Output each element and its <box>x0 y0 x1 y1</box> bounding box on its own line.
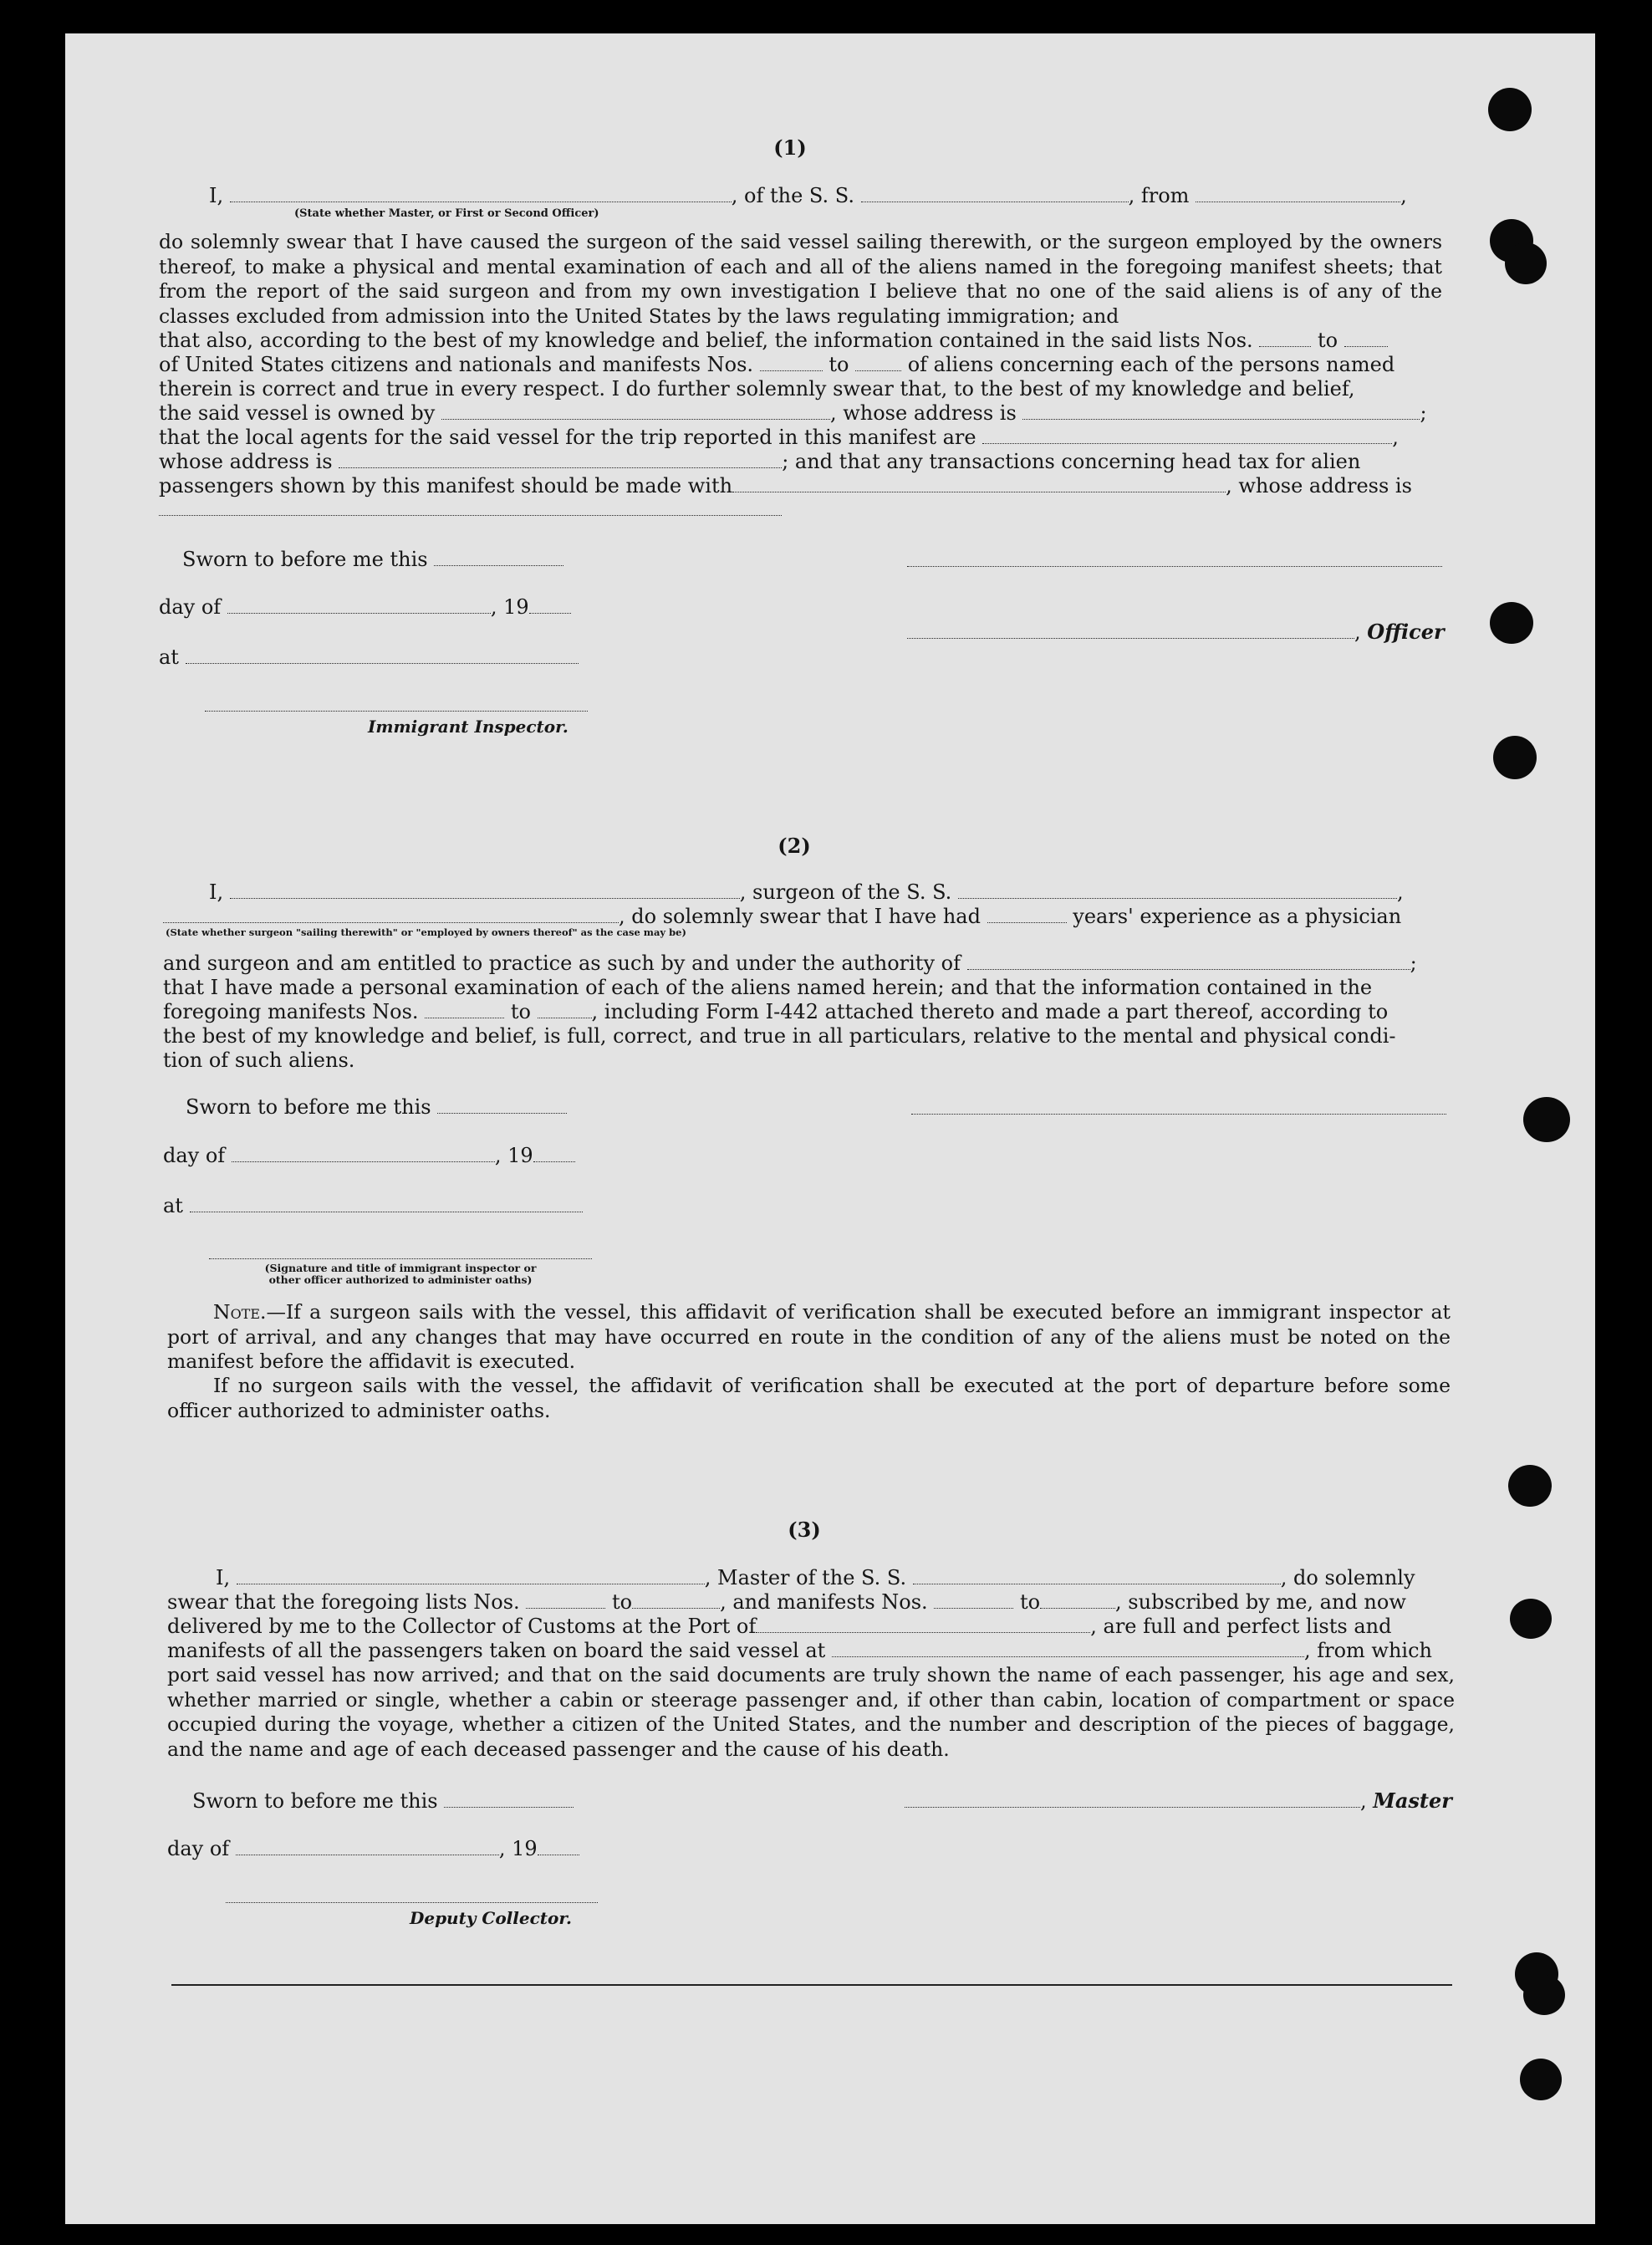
s1-at: at <box>159 645 579 669</box>
s1-line-headtax: passengers shown by this manifest should be made with , whose address is <box>159 474 1412 497</box>
s1-day-field[interactable] <box>227 596 491 614</box>
s1-line-owned: the said vessel is owned by , whose address is ; <box>159 401 1427 425</box>
s2-line1: I, , surgeon of the S. S. , <box>209 880 1404 904</box>
s1-agents-address-field[interactable] <box>339 451 782 468</box>
s3-paragraph: port said vessel has now arrived; and that on the said documents are truly shown the name of each passenger, his age and sex, whether married or single, whether a cabin or steerage passenger and, if other than cabin, location of compartment or space occupied during the voyage, whether a citizen of the United States, and the number and description of the pieces of baggage, and the name and age of each deceased passenger and the cause of his death. <box>167 1663 1455 1761</box>
s2-day-of: day of , 19 <box>163 1144 575 1167</box>
s1-sworn: Sworn to before me this <box>182 548 563 571</box>
s2-manifests-to-field[interactable] <box>538 1001 592 1018</box>
s1-paragraph-a: do solemnly swear that I have caused the surgeon of the said vessel sailing therewith, or the surgeon employed by the owners thereof, to make a physical and mental examination of each and all of the aliens named in the foregoing manifest sheets; that from the report of the said surgeon and from my own investigation I believe that no one of the said aliens is of any of the classes excluded from admission into the United States by the laws regulating immigration; and <box>159 230 1442 328</box>
s3-deputy-label: Deputy Collector. <box>410 1908 573 1928</box>
s3-port-field[interactable] <box>756 1615 1090 1633</box>
punch-hole <box>1505 242 1547 284</box>
s2-line7: tion of such aliens. <box>163 1049 355 1072</box>
s1-at-field[interactable] <box>186 646 579 664</box>
s2-note-label: Note. <box>213 1300 267 1324</box>
punch-hole <box>1520 2059 1562 2100</box>
s2-line3: and surgeon and am entitled to practice as such by and under the authority of ; <box>163 952 1417 975</box>
s2-at: at <box>163 1194 583 1217</box>
s3-lists-to-field[interactable] <box>632 1591 720 1609</box>
s3-master-field[interactable] <box>905 1790 1360 1808</box>
s1-manifests-from-field[interactable] <box>760 354 823 371</box>
s2-status-field[interactable] <box>163 906 619 923</box>
s1-line-therein: therein is correct and true in every respect. I do further solemnly swear that, to the best of my knowledge and belief, <box>159 377 1355 401</box>
punch-hole <box>1508 1465 1552 1507</box>
s2-authority-field[interactable] <box>967 952 1410 970</box>
s3-master: , Master <box>905 1789 1452 1813</box>
s1-lists-to-field[interactable] <box>1344 329 1388 347</box>
s1-sworn-date-field[interactable] <box>434 548 563 566</box>
section-1-heading: (1) <box>773 135 807 160</box>
punch-hole <box>1523 1975 1565 2015</box>
s2-note-2: If no surgeon sails with the vessel, the affidavit of verification shall be executed at the port of departure before some officer authorized to administer oaths. <box>167 1374 1451 1422</box>
s1-agents-field[interactable] <box>982 426 1392 444</box>
s3-line3: delivered by me to the Collector of Customs at the Port of , are full and perfect lists and <box>167 1615 1392 1638</box>
s3-line2: swear that the foregoing lists Nos. to , and manifests Nos. to , subscribed by me, and now <box>167 1590 1406 1614</box>
s1-label-i: I, <box>209 184 224 207</box>
s1-owner-field[interactable] <box>441 402 830 420</box>
bottom-rule <box>171 1984 1452 1986</box>
s2-signature-caption: (Signature and title of immigrant inspector or other officer authorized to administer oaths) <box>264 1262 537 1286</box>
s2-name-field[interactable] <box>230 881 740 899</box>
punch-hole <box>1488 88 1532 131</box>
s3-manifests-to-field[interactable] <box>1040 1591 1115 1609</box>
s1-headtax-address-field[interactable] <box>159 515 782 516</box>
section-2-heading: (2) <box>778 834 811 858</box>
s1-manifests-to-field[interactable] <box>855 354 901 371</box>
section-3-heading: (3) <box>788 1518 821 1542</box>
s3-sworn: Sworn to before me this <box>192 1789 574 1813</box>
s1-officer-field[interactable] <box>907 621 1354 639</box>
punch-hole <box>1493 736 1537 779</box>
s1-headtax-field[interactable] <box>732 475 1226 492</box>
s2-day-field[interactable] <box>232 1145 495 1162</box>
s1-day-of: day of , 19 <box>159 595 571 619</box>
s2-signature-inspector-line[interactable] <box>209 1258 592 1259</box>
s1-label-ss: , of the S. S. <box>731 184 854 207</box>
s2-years-field[interactable] <box>987 906 1067 923</box>
s2-line4: that I have made a personal examination of each of the aliens named herein; and that the information contained in the <box>163 976 1373 999</box>
s1-line1: I, , of the S. S. , from , <box>209 184 1407 207</box>
s2-sworn-date-field[interactable] <box>437 1096 567 1114</box>
s3-ship-field[interactable] <box>913 1567 1281 1584</box>
s2-manifests-from-field[interactable] <box>425 1001 504 1018</box>
s3-day-field[interactable] <box>236 1838 499 1855</box>
s1-rank-caption: (State whether Master, or First or Second Officer) <box>294 207 599 220</box>
s1-line-address: whose address is ; and that any transactions concerning head tax for alien <box>159 450 1361 473</box>
s3-year-field[interactable] <box>538 1838 579 1855</box>
s2-ship-field[interactable] <box>958 881 1397 899</box>
s3-deputy-line[interactable] <box>226 1902 598 1903</box>
punch-hole <box>1510 1599 1552 1639</box>
punch-hole <box>1490 602 1533 644</box>
s1-ship-field[interactable] <box>861 185 1129 202</box>
s3-manifests-from-field[interactable] <box>934 1591 1013 1609</box>
s1-from-field[interactable] <box>1196 185 1400 202</box>
s2-year-field[interactable] <box>533 1145 575 1162</box>
s1-owner-address-field[interactable] <box>1022 402 1420 420</box>
s3-name-field[interactable] <box>237 1567 705 1584</box>
s3-line1: I, , Master of the S. S. , do solemnly <box>216 1566 1415 1589</box>
s3-line4: manifests of all the passengers taken on board the said vessel at , from which <box>167 1639 1432 1662</box>
s3-sworn-date-field[interactable] <box>444 1790 574 1808</box>
s1-year-field[interactable] <box>529 596 571 614</box>
s1-label-from: , from <box>1128 184 1190 207</box>
s1-line-agents: that the local agents for the said vessel for the trip reported in this manifest are , <box>159 426 1399 449</box>
s2-status-caption: (State whether surgeon "sailing therewith" or "employed by owners thereof" as the case may be) <box>166 926 686 938</box>
s1-line-manifests: of United States citizens and nationals and manifests Nos. to of aliens concerning each of the persons named <box>159 353 1395 376</box>
s1-line-lists: that also, according to the best of my knowledge and belief, the information contained in the said lists Nos. to <box>159 329 1388 352</box>
s3-day-of: day of , 19 <box>167 1837 579 1860</box>
punch-hole <box>1523 1097 1570 1142</box>
s2-line5: foregoing manifests Nos. to , including Form I-442 attached thereto and made a part thereof, according to <box>163 1000 1389 1023</box>
s3-lists-from-field[interactable] <box>526 1591 605 1609</box>
s2-line2: , do solemnly swear that I have had years' experience as a physician <box>163 905 1401 928</box>
s1-name-field[interactable] <box>230 185 732 202</box>
s1-officer: , Officer <box>907 620 1445 644</box>
s1-signature-line[interactable] <box>907 566 1442 567</box>
s2-note <box>167 1300 1451 1375</box>
s2-note-text: —If a surgeon sails with the vessel, this affidavit of verification shall be executed before an immigrant inspector at port of arrival, and any changes that may have occurred en route in the condition of any of the aliens must be noted on the manifest before the affidavit is executed. <box>167 1300 1451 1373</box>
s2-line6: the best of my knowledge and belief, is full, correct, and true in all particulars, relative to the mental and physical condi- <box>163 1024 1396 1048</box>
s2-sworn: Sworn to before me this <box>186 1095 567 1119</box>
s2-signature-line[interactable] <box>911 1114 1446 1115</box>
s1-inspector-line[interactable] <box>205 711 588 712</box>
s2-at-field[interactable] <box>190 1195 583 1212</box>
s3-port-at-field[interactable] <box>832 1640 1304 1657</box>
s1-inspector-label: Immigrant Inspector. <box>368 717 569 737</box>
s1-lists-from-field[interactable] <box>1259 329 1311 347</box>
